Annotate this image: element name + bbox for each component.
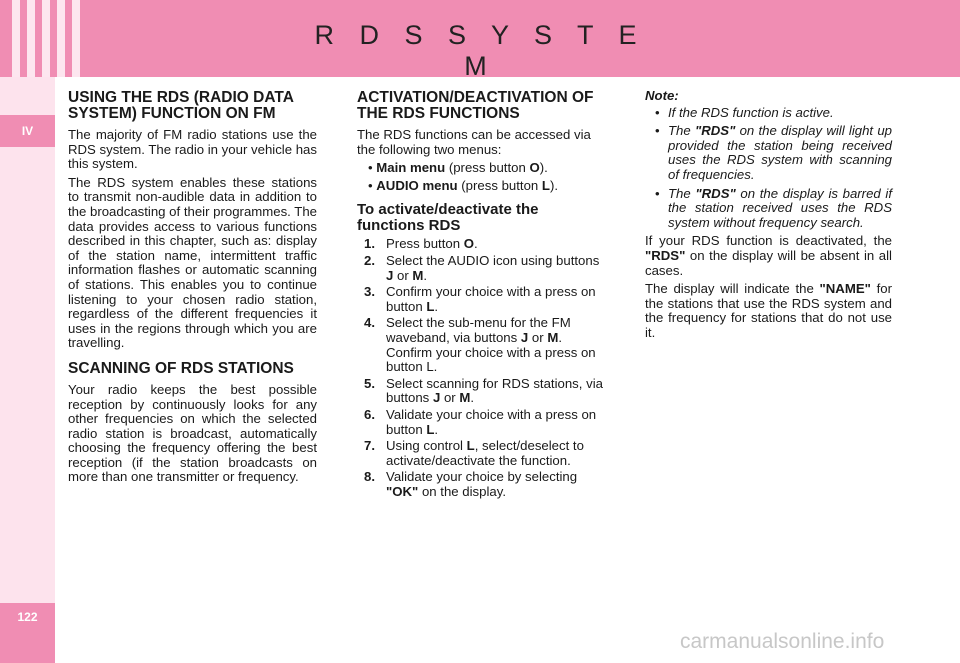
menu-bullet: • AUDIO menu (press button L). xyxy=(368,177,559,193)
heading-activation: ACTIVATION/DEACTIVATION OF THE RDS FUNCTIONS xyxy=(357,89,594,122)
list-item: 4. Select the sub-menu for the FM waveband, via buttons J or M. Confirm your choice with a press on button L. xyxy=(364,315,596,375)
column-2 xyxy=(357,90,605,501)
column-3 xyxy=(645,89,892,345)
notes-list xyxy=(645,106,892,231)
watermark: carmanualsonline.info xyxy=(680,630,885,653)
list-item: 2. Select the AUDIO icon using buttons J or M. xyxy=(364,252,600,283)
heading-using-rds: USING THE RDS (RADIO DATA SYSTEM) FUNCTION ON FM xyxy=(68,89,294,122)
list-item: 5. Select scanning for RDS stations, via buttons J or M. xyxy=(364,375,603,406)
page-number: 122 xyxy=(0,603,55,663)
chapter-tab: IV xyxy=(0,115,55,147)
paragraph: The RDS functions can be accessed via the following two menus: xyxy=(357,127,591,157)
list-item: • The "RDS" on the display will light up provided the station being received uses the RDS system with scanning of frequencies. xyxy=(655,123,892,182)
list-item: 8. Validate your choice by selecting "OK" on the display. xyxy=(364,469,578,499)
steps-list xyxy=(357,237,605,499)
list-item: • The "RDS" on the display is barred if the station received uses the RDS system without frequency search. xyxy=(655,185,892,230)
heading-scanning: SCANNING OF RDS STATIONS xyxy=(68,359,294,377)
list-item: 1. Press button O. xyxy=(364,236,478,252)
paragraph: If your RDS function is deactivated, the "RDS" on the display will be absent in all cases. xyxy=(645,233,892,278)
paragraph: Your radio keeps the best possible reception by continuously looks for any other frequencies on which the selected radio station is broadcast, automatically choosing the frequency offering the best reception (if the station broadcasts on more than one transmitter or frequency. xyxy=(68,381,317,485)
header-stripes xyxy=(12,0,80,77)
side-strip xyxy=(0,77,55,663)
paragraph: The majority of FM radio stations use the RDS system. The radio in your vehicle has this system. xyxy=(68,127,317,172)
note-title: Note: xyxy=(645,88,679,103)
column-1 xyxy=(68,90,317,489)
list-item: 6. Validate your choice with a press on button L. xyxy=(364,406,597,437)
list-item: • If the RDS function is active. xyxy=(655,104,834,120)
list-item: 7. Using control L, select/deselect to activate/deactivate the function. xyxy=(364,438,584,468)
paragraph: The RDS system enables these stations to transmit non-audible data in addition to the broadcasting of their programmes. The data provides access to various functions described in this chapter, such as: display of the station name, intermittent traffic information flashes or automatic scanning of stations. This enables you to continue listening to your chosen radio station, regardless of the different frequencies it uses in the regions through which you are travelling. xyxy=(68,174,317,351)
page-title: R D S S Y S T E M xyxy=(314,20,646,81)
menu-bullet: • Main menu (press button O). xyxy=(368,160,548,176)
paragraph: The display will indicate the "NAME" for the stations that use the RDS system and the frequency for stations that do not use it. xyxy=(645,281,892,340)
list-item: 3. Confirm your choice with a press on button L. xyxy=(364,284,596,314)
header-bar xyxy=(0,0,960,81)
heading-activate-steps: To activate/deactivate the functions RDS xyxy=(357,201,539,235)
